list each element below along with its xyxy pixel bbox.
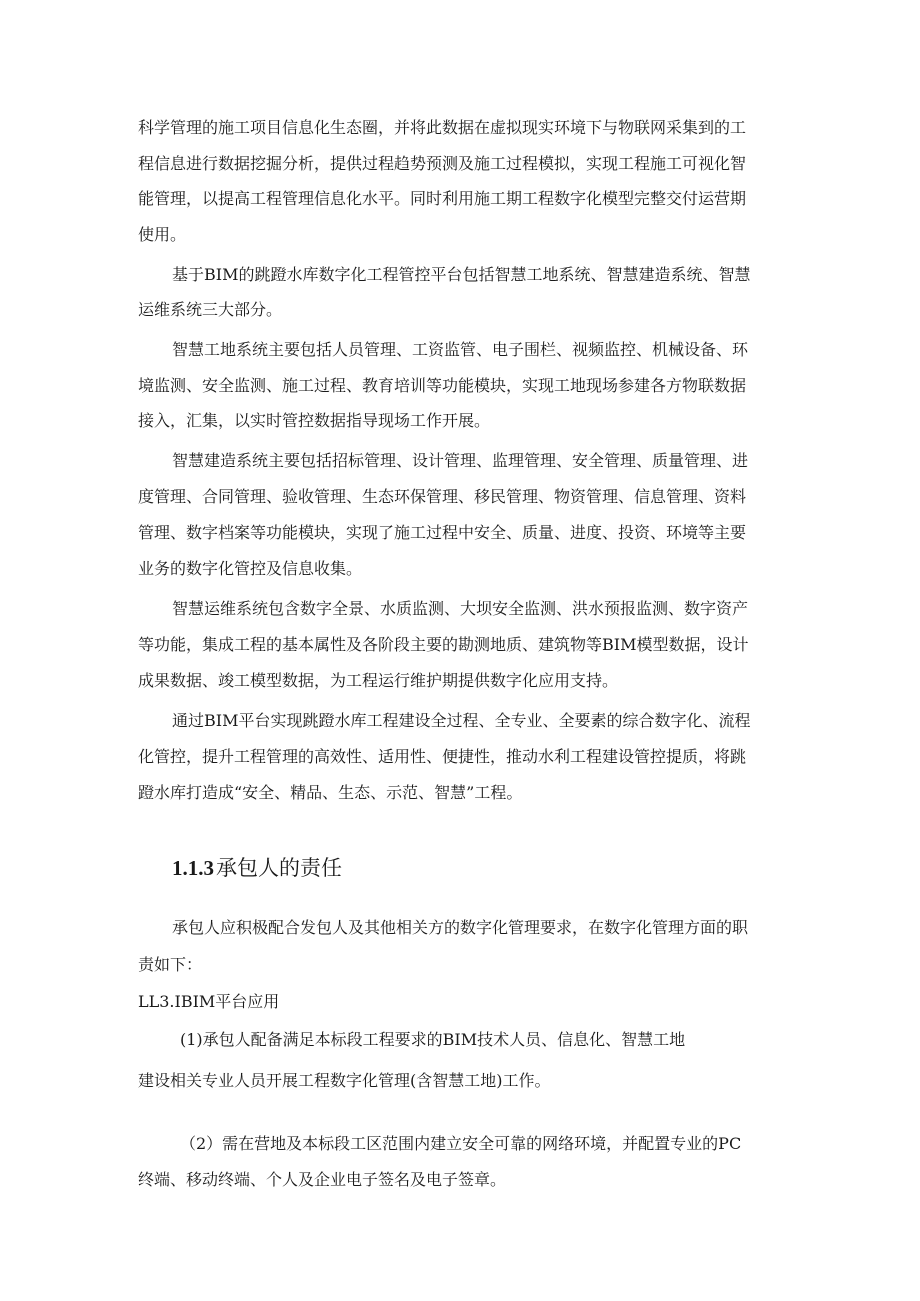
section-heading: [172, 854, 342, 882]
list-item-line: (1)承包人配备满足本标段工程要求的BIM技术人员、信息化、智慧工地: [180, 1030, 686, 1049]
paragraph-line: 接入，汇集，以实时管控数据指导现场工作开展。: [138, 411, 491, 430]
paragraph-line: 承包人应积极配合发包人及其他相关方的数字化管理要求，在数字化管理方面的职: [172, 918, 749, 937]
paragraph-line: 智慧工地系统主要包括人员管理、工资监管、电子围栏、视频监控、机械设备、环: [172, 340, 749, 359]
section-number: 1.1.3: [172, 856, 214, 880]
paragraph-line: 责如下：: [138, 955, 203, 974]
paragraph-line: 度管理、合同管理、验收管理、生态环保管理、移民管理、物资管理、信息管理、资料: [138, 487, 747, 506]
paragraph-line: 程信息进行数据挖掘分析，提供过程趋势预测及施工过程模拟，实现工程施工可视化智: [138, 154, 747, 173]
paragraph-line: 化管控，提升工程管理的高效性、适用性、便捷性，推动水利工程建设管控提质，将跳: [138, 747, 747, 766]
paragraph-line: 蹬水库打造成“安全、精品、生态、示范、智慧”工程。: [138, 783, 523, 802]
paragraph-line: 智慧运维系统包含数字全景、水质监测、大坝安全监测、洪水预报监测、数字资产: [172, 599, 749, 618]
paragraph-line: 管理、数字档案等功能模块，实现了施工过程中安全、质量、进度、投资、环境等主要: [138, 523, 747, 542]
subsection-heading: LL3.IBIM平台应用: [138, 992, 280, 1011]
paragraph-line: 能管理，以提高工程管理信息化水平。同时利用施工期工程数字化模型完整交付运营期: [138, 189, 747, 208]
paragraph-line: 基于BIM的跳蹬水库数字化工程管控平台包括智慧工地系统、智慧建造系统、智慧: [172, 265, 751, 284]
paragraph-line: 成果数据、竣工模型数据，为工程运行维护期提供数字化应用支持。: [138, 671, 619, 690]
paragraph-line: 通过BIM平台实现跳蹬水库工程建设全过程、全专业、全要素的综合数字化、流程: [172, 711, 751, 730]
paragraph-line: 等功能，集成工程的基本属性及各阶段主要的勘测地质、建筑物等BIM模型数据，设计: [138, 635, 749, 654]
paragraph-line: 智慧建造系统主要包括招标管理、设计管理、监理管理、安全管理、质量管理、进: [172, 451, 749, 470]
paragraph-line: 运维系统三大部分。: [138, 300, 283, 319]
paragraph-line: 科学管理的施工项目信息化生态圈，并将此数据在虚拟现实环境下与物联网采集到的工: [138, 118, 747, 137]
list-item-line: 建设相关专业人员开展工程数字化管理(含智慧工地)工作。: [138, 1071, 551, 1090]
section-title: 承包人的责任: [216, 856, 342, 880]
list-item-line: （2）需在营地及本标段工区范围内建立安全可靠的网络环境，并配置专业的PC: [180, 1134, 742, 1153]
paragraph-line: 使用。: [138, 225, 187, 244]
list-item-line: 终端、移动终端、个人及企业电子签名及电子签章。: [138, 1170, 507, 1189]
paragraph-line: 境监测、安全监测、施工过程、教育培训等功能模块，实现工地现场参建各方物联数据: [138, 376, 747, 395]
paragraph-line: 业务的数字化管控及信息收集。: [138, 559, 363, 578]
